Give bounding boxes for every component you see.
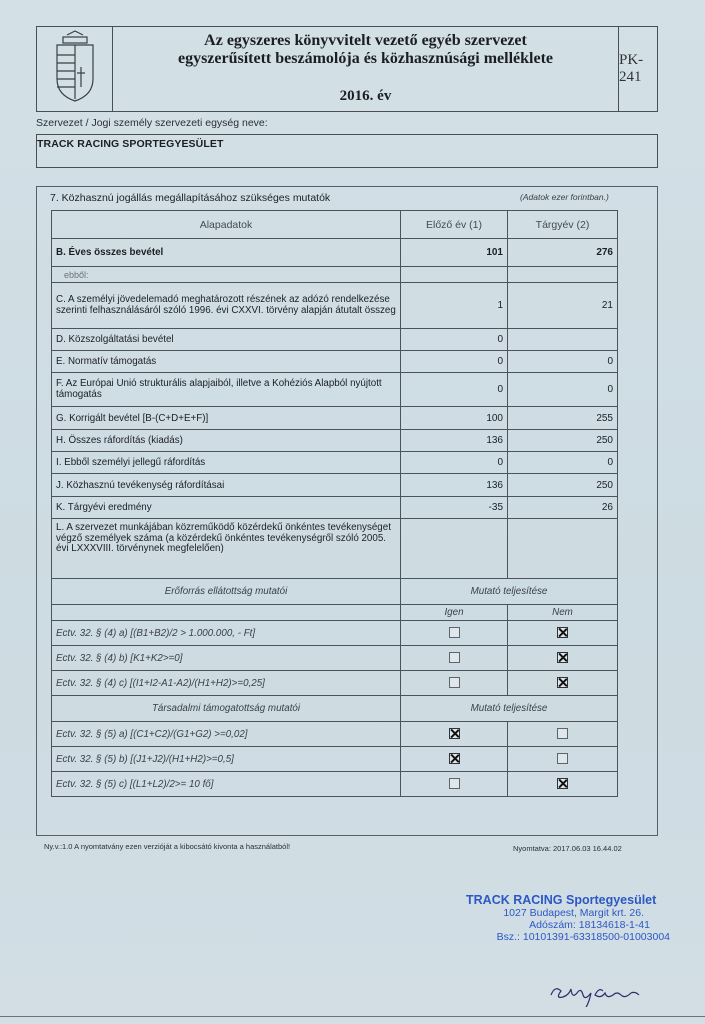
table-row	[52, 239, 618, 267]
row-curr: 250	[508, 430, 618, 452]
yes-header: Igen	[401, 605, 508, 621]
row-curr: 0	[508, 351, 618, 373]
col-header-base: Alapadatok	[52, 211, 401, 239]
yes-checkbox[interactable]	[449, 728, 460, 739]
row-label: H. Összes ráfordítás (kiadás)	[52, 430, 401, 452]
row-prev: 136	[401, 430, 508, 452]
blank-cell	[52, 605, 401, 621]
social-row	[52, 772, 618, 797]
row-label: I. Ebből személyi jellegű ráfordítás	[52, 452, 401, 474]
stamp-line3: Adószám: 18134618-1-41	[529, 919, 650, 931]
footer-print-date: Nyomtatva: 2017.06.03 16.44.02	[513, 844, 622, 853]
no-header: Nem	[508, 605, 618, 621]
form-title-line2: egyszerűsített beszámolója és közhasznúsági melléklete	[177, 50, 554, 67]
row-prev: 0	[401, 351, 508, 373]
row-prev: 1	[401, 283, 508, 329]
table-row	[52, 497, 618, 519]
row-label: ebből:	[52, 267, 401, 283]
table-header-row	[52, 211, 618, 239]
indicators-table	[51, 210, 618, 797]
resource-label: Ectv. 32. § (4) c) [(I1+I2-A1-A2)/(H1+H2)>=0,25]	[52, 671, 401, 696]
row-label: D. Közszolgáltatási bevétel	[52, 329, 401, 351]
table-row	[52, 407, 618, 430]
yes-checkbox[interactable]	[449, 778, 460, 789]
social-label: Ectv. 32. § (5) a) [(C1+C2)/(G1+G2) >=0,02]	[52, 722, 401, 747]
social-header: Társadalmi támogatottság mutatói	[52, 696, 401, 722]
no-checkbox[interactable]	[557, 753, 568, 764]
row-curr	[508, 267, 618, 283]
resource-row	[52, 646, 618, 671]
table-row	[52, 519, 618, 579]
no-checkbox[interactable]	[557, 778, 568, 789]
yes-checkbox[interactable]	[449, 627, 460, 638]
row-curr: 255	[508, 407, 618, 430]
footer-version-note: Ny.v.:1.0 A nyomtatvány ezen verzióját a kibocsátó kivonta a használatból!	[44, 842, 291, 851]
table-row	[52, 430, 618, 452]
row-label: K. Tárgyévi eredmény	[52, 497, 401, 519]
row-label: L. A szervezet munkájában közreműködő közérdekű önkéntes tevékenységet végző személyek száma (a közérdekű önkéntes tevékenységről szóló 2005. évi LXXXVIII. törvénynek megfelelően)	[52, 519, 401, 579]
section-title: 7. Közhasznú jogállás megállapításához szükséges mutatók	[50, 192, 331, 204]
row-prev: 0	[401, 452, 508, 474]
row-prev	[401, 267, 508, 283]
organization-stamp	[466, 893, 678, 943]
row-curr: 21	[508, 283, 618, 329]
row-label: C. A személyi jövedelemadó meghatározott részének az adózó rendelkezése szerinti felhasználásáról szóló 1996. évi CXXVI. törvény alapján átutalt összeg	[52, 283, 401, 329]
yes-checkbox[interactable]	[449, 677, 460, 688]
resource-row	[52, 621, 618, 646]
form-title-line1: Az egyszeres könyvvitelt vezető egyéb szervezet	[204, 32, 527, 49]
resource-label: Ectv. 32. § (4) b) [K1+K2>=0]	[52, 646, 401, 671]
org-name-box	[36, 134, 658, 168]
handwritten-signature	[545, 975, 655, 1012]
stamp-line4: Bsz.: 10101391-63318500-01003004	[496, 931, 670, 943]
stamp-line2: 1027 Budapest, Margit krt. 26.	[503, 907, 644, 919]
page-bottom-line	[0, 1016, 705, 1017]
social-row	[52, 747, 618, 772]
resource-label: Ectv. 32. § (4) a) [(B1+B2)/2 > 1.000.000, - Ft]	[52, 621, 401, 646]
form-title-block	[113, 27, 619, 111]
row-prev: 136	[401, 474, 508, 497]
org-label: Szervezet / Jogi személy szervezeti egység neve:	[36, 117, 268, 129]
row-prev: 0	[401, 373, 508, 407]
org-name-value: TRACK RACING SPORTEGYESÜLET	[37, 138, 224, 150]
row-prev	[401, 519, 508, 579]
row-curr: 0	[508, 373, 618, 407]
stamp-line1: TRACK RACING Sportegyesület	[466, 893, 657, 907]
no-checkbox[interactable]	[557, 652, 568, 663]
no-checkbox[interactable]	[557, 728, 568, 739]
row-label: B. Éves összes bevétel	[52, 239, 401, 267]
social-row	[52, 722, 618, 747]
row-curr: 276	[508, 239, 618, 267]
row-prev: -35	[401, 497, 508, 519]
row-curr	[508, 519, 618, 579]
yes-checkbox[interactable]	[449, 652, 460, 663]
table-row	[52, 452, 618, 474]
table-row	[52, 283, 618, 329]
col-header-curr: Tárgyév (2)	[508, 211, 618, 239]
social-header-row	[52, 696, 618, 722]
row-prev: 0	[401, 329, 508, 351]
row-prev: 101	[401, 239, 508, 267]
resource-header-row	[52, 579, 618, 605]
fulfillment-header: Mutató teljesítése	[401, 579, 618, 605]
resource-header: Erőforrás ellátottság mutatói	[52, 579, 401, 605]
table-row	[52, 351, 618, 373]
col-header-prev: Előző év (1)	[401, 211, 508, 239]
form-header	[36, 26, 658, 112]
fulfillment-header: Mutató teljesítése	[401, 696, 618, 722]
row-label: F. Az Európai Unió strukturális alapjaiból, illetve a Kohéziós Alapból nyújtott támogatás	[52, 373, 401, 407]
form-code: PK-241	[619, 52, 644, 85]
no-checkbox[interactable]	[557, 677, 568, 688]
row-curr	[508, 329, 618, 351]
coat-of-arms-icon	[37, 27, 113, 111]
row-label: E. Normatív támogatás	[52, 351, 401, 373]
yes-no-header-row	[52, 605, 618, 621]
row-curr: 250	[508, 474, 618, 497]
section-note: (Adatok ezer forintban.)	[520, 192, 609, 202]
table-row	[52, 267, 618, 283]
social-label: Ectv. 32. § (5) b) [(J1+J2)/(H1+H2)>=0,5]	[52, 747, 401, 772]
row-curr: 26	[508, 497, 618, 519]
yes-checkbox[interactable]	[449, 753, 460, 764]
row-curr: 0	[508, 452, 618, 474]
row-label: G. Korrigált bevétel [B-(C+D+E+F)]	[52, 407, 401, 430]
row-prev: 100	[401, 407, 508, 430]
table-row	[52, 329, 618, 351]
no-checkbox[interactable]	[557, 627, 568, 638]
table-row	[52, 373, 618, 407]
table-row	[52, 474, 618, 497]
resource-row	[52, 671, 618, 696]
row-label: J. Közhasznú tevékenység ráfordításai	[52, 474, 401, 497]
social-label: Ectv. 32. § (5) c) [(L1+L2)/2>= 10 fő]	[52, 772, 401, 797]
form-year: 2016. év	[339, 88, 392, 104]
